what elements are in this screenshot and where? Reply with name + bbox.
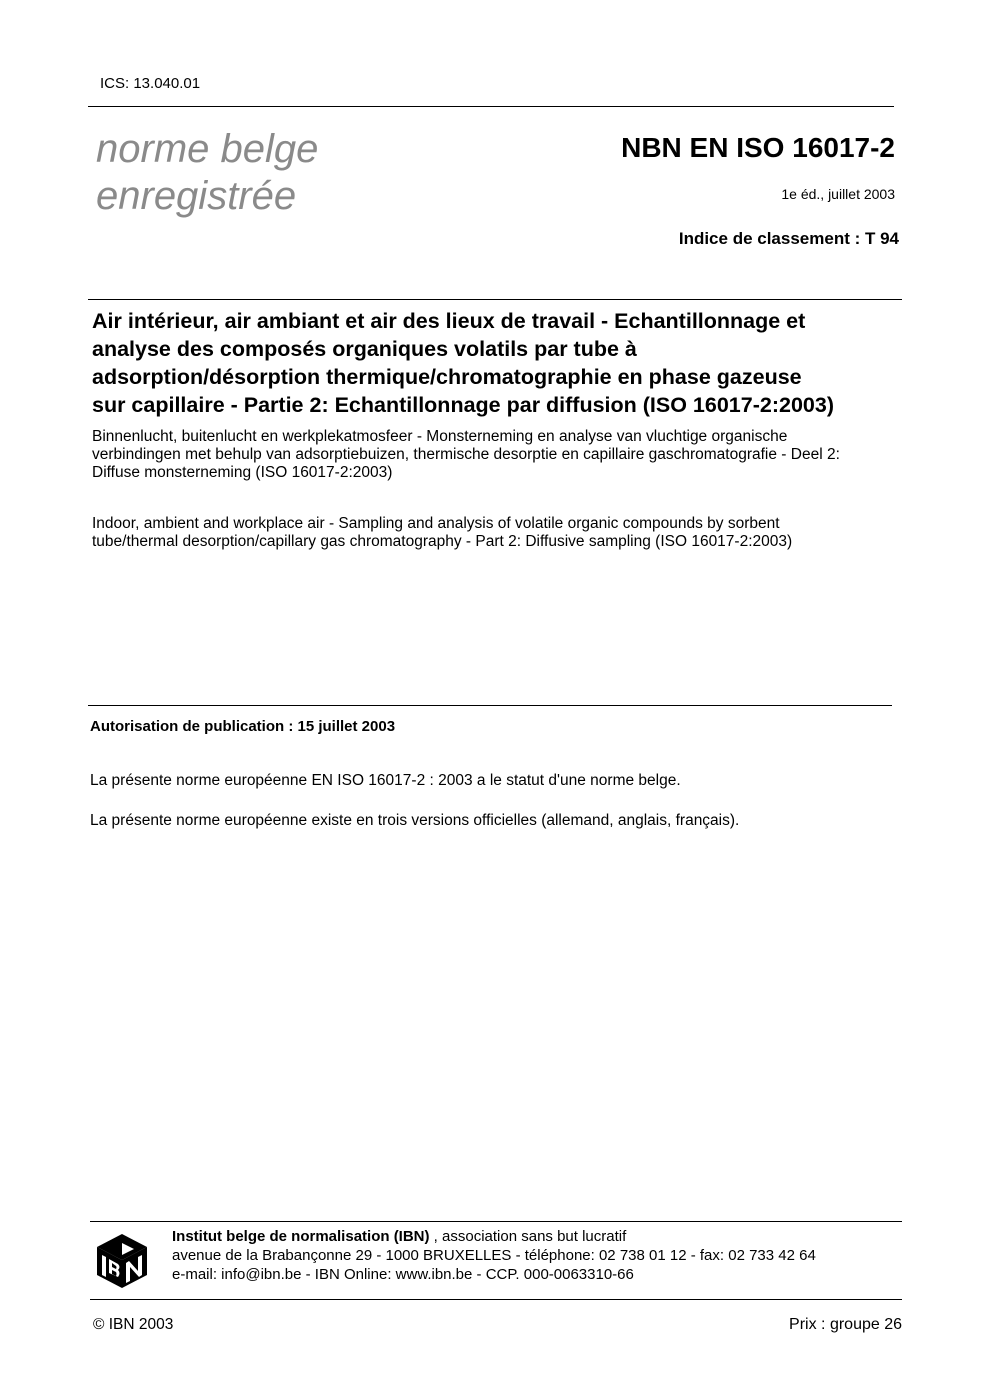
- title-line: verbindingen met behulp van adsorptiebuizen, thermische desorptie en capillaire gaschromatografie - Deel 2:: [92, 446, 840, 463]
- standard-number: NBN EN ISO 16017-2: [621, 132, 895, 163]
- title-french: [92, 307, 912, 419]
- institute-name: Institut belge de normalisation (IBN): [172, 1228, 430, 1245]
- institute-contact: e-mail: info@ibn.be - IBN Online: www.ibn.be - CCP. 000-0063310-66: [172, 1266, 634, 1283]
- brand-title: [96, 126, 318, 220]
- institute-line: [172, 1227, 816, 1246]
- copyright: © IBN 2003: [93, 1316, 174, 1333]
- title-line: Indoor, ambient and workplace air - Sampling and analysis of volatile organic compounds by sorbent: [92, 515, 780, 532]
- divider: [88, 106, 894, 107]
- ics-code: ICS: 13.040.01: [100, 75, 201, 92]
- classification-index: Indice de classement : T 94: [678, 229, 899, 248]
- brand-line-2: enregistrée: [96, 174, 297, 218]
- title-line: Air intérieur, air ambiant et air des lieux de travail - Echantillonnage et: [92, 309, 806, 333]
- title-line: tube/thermal desorption/capillary gas chromatography - Part 2: Diffusive sampling (ISO 16017-2:2003): [92, 533, 793, 550]
- price-group: Prix : groupe 26: [789, 1316, 902, 1333]
- institute-address: avenue de la Brabançonne 29 - 1000 BRUXELLES - téléphone: 02 738 01 12 - fax: 02 733 42 64: [172, 1247, 816, 1264]
- divider: [90, 1299, 902, 1300]
- divider: [90, 1221, 902, 1222]
- edition-date: 1e éd., juillet 2003: [781, 186, 895, 202]
- title-line: adsorption/désorption thermique/chromatographie en phase gazeuse: [92, 365, 802, 389]
- title-line: Binnenlucht, buitenlucht en werkplekatmosfeer - Monsterneming en analyse van vluchtige organische: [92, 428, 788, 445]
- publication-authorization: Autorisation de publication : 15 juillet 2003: [90, 718, 396, 735]
- title-dutch: [92, 428, 922, 482]
- status-statement: La présente norme européenne EN ISO 16017-2 : 2003 a le statut d'une norme belge.: [90, 772, 681, 789]
- institute-suffix: , association sans but lucratif: [429, 1228, 627, 1245]
- title-line: sur capillaire - Partie 2: Echantillonnage par diffusion (ISO 16017-2:2003): [92, 393, 834, 417]
- divider: [88, 705, 892, 706]
- title-line: Diffuse monsterneming (ISO 16017-2:2003): [92, 464, 393, 481]
- institute-info: [172, 1227, 816, 1284]
- title-line: analyse des composés organiques volatils par tube à: [92, 337, 637, 361]
- title-english: [92, 515, 922, 551]
- ibn-logo-icon: [96, 1233, 148, 1289]
- divider: [88, 299, 902, 300]
- versions-statement: La présente norme européenne existe en trois versions officielles (allemand, anglais, français).: [90, 812, 740, 829]
- brand-line-1: norme belge: [96, 127, 319, 171]
